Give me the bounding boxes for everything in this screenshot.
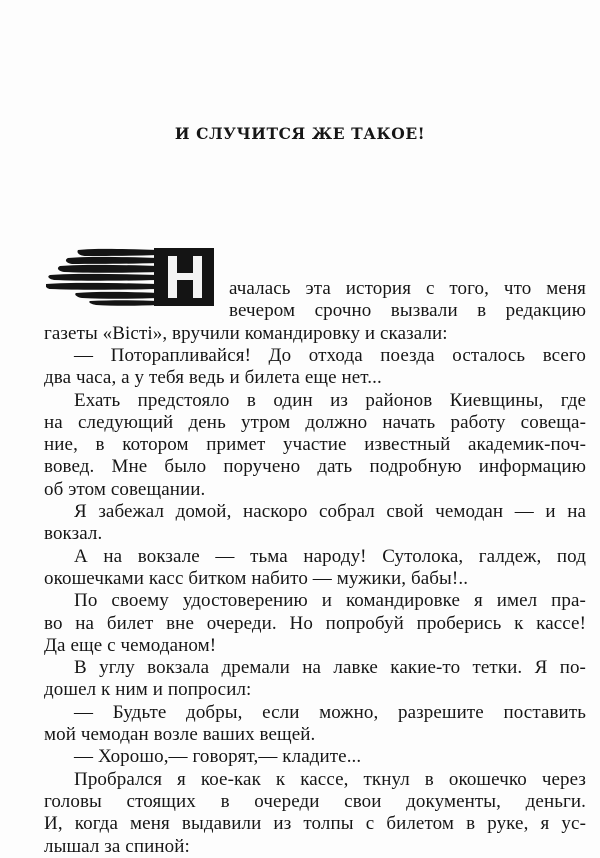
text-line: мой чемодан возле ваших вещей. — [44, 724, 316, 745]
drop-cap-ornament — [46, 246, 216, 308]
text-line: дошел к ним и попросил: — [44, 679, 252, 701]
text-line: на следующий день утром должно начать работу совеща- — [44, 411, 586, 433]
chapter-title: И СЛУЧИТСЯ ЖЕ ТАКОЕ! — [174, 124, 426, 143]
text-line: вечером срочно вызвали в редакцию — [229, 300, 586, 322]
text-line: — Будьте добры, если можно, разрешите поставить — [74, 701, 586, 723]
text-line: головы стоящих в очереди свои документы, деньги. — [44, 790, 586, 812]
text-line: Пробрался я кое-как к кассе, ткнул в окошечко через — [74, 768, 586, 790]
text-line: во на билет вне очереди. Но попробуй проберись к кассе! — [44, 612, 586, 634]
text-line: вокзал. — [44, 523, 103, 545]
text-line: Да еще с чемоданом! — [44, 634, 217, 656]
text-line: Ехать предстояло в один из районов Киевщины, где — [74, 389, 586, 411]
text-line: А на вокзале — тьма народу! Сутолока, галдеж, под — [74, 545, 586, 567]
text-line: газеты «Вісті», вручили командировку и сказали: — [44, 322, 448, 344]
text-line: два часа, а у тебя ведь и билета еще нет... — [44, 367, 382, 389]
text-line: — Хорошо,— говорят,— кладите... — [74, 746, 362, 768]
text-line: окошечками касс битком набито — мужики, бабы!.. — [44, 567, 469, 589]
text-line: — Поторапливайся! До отхода поезда осталось всего — [74, 344, 586, 366]
text-line: В углу вокзала дремали на лавке какие-то тетки. Я по- — [74, 657, 586, 679]
text-line: лышал за спиной: — [44, 835, 190, 857]
drop-cap-flame-icon — [46, 246, 216, 308]
text-line: ачалась эта история с того, что меня — [229, 278, 586, 299]
text-line: ние, в котором примет участие известный академик-поч- — [44, 434, 586, 456]
text-line: об этом совещании. — [44, 478, 206, 500]
text-line: вовед. Мне было поручено дать подробную информацию — [44, 456, 586, 478]
text-line: И, когда меня выдавили из толпы с билетом в руке, я ус- — [44, 813, 586, 835]
text-line: Я забежал домой, наскоро собрал свой чемодан — и на — [74, 501, 586, 522]
text-line: По своему удостоверению и командировке я имел пра- — [74, 590, 586, 612]
